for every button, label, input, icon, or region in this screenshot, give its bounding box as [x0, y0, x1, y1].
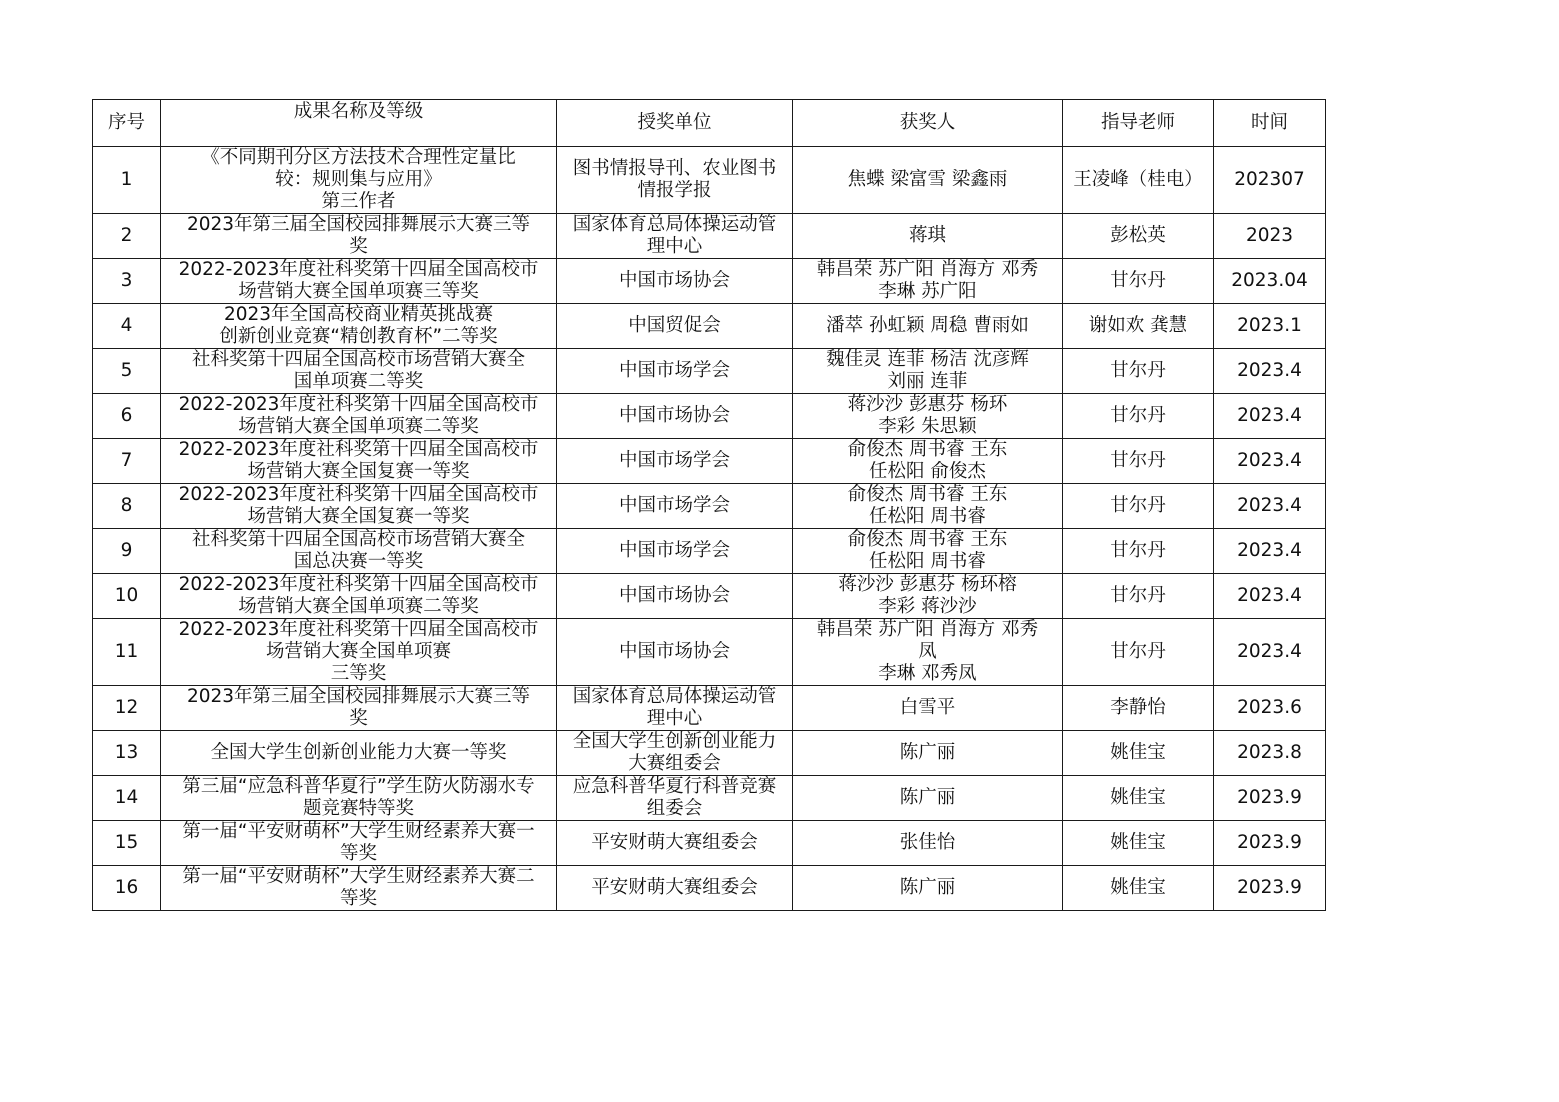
cell-number: 2 [93, 214, 161, 259]
cell-winners: 白雪平 [793, 686, 1063, 731]
cell-time: 2023.9 [1214, 776, 1326, 821]
cell-title: 2022-2023年度社科奖第十四届全国高校市 场营销大赛全国单项赛 三等奖 [161, 619, 557, 686]
table-row [93, 214, 1326, 259]
header-time: 时间 [1214, 100, 1326, 147]
cell-organization: 全国大学生创新创业能力 大赛组委会 [557, 731, 793, 776]
cell-title: 2023年第三届全国校园排舞展示大赛三等 奖 [161, 686, 557, 731]
header-number: 序号 [93, 100, 161, 147]
cell-number: 12 [93, 686, 161, 731]
cell-organization: 平安财萌大赛组委会 [557, 866, 793, 911]
cell-winners: 焦蝶 梁富雪 梁鑫雨 [793, 147, 1063, 214]
cell-time: 2023.4 [1214, 439, 1326, 484]
table-row [93, 619, 1326, 686]
cell-organization: 应急科普华夏行科普竞赛 组委会 [557, 776, 793, 821]
table-row [93, 866, 1326, 911]
cell-organization: 中国贸促会 [557, 304, 793, 349]
table-row [93, 731, 1326, 776]
table-row [93, 304, 1326, 349]
cell-time: 2023.4 [1214, 619, 1326, 686]
cell-title: 2022-2023年度社科奖第十四届全国高校市 场营销大赛全国复赛一等奖 [161, 484, 557, 529]
cell-tutor: 甘尔丹 [1063, 574, 1214, 619]
cell-tutor: 姚佳宝 [1063, 821, 1214, 866]
cell-number: 6 [93, 394, 161, 439]
cell-tutor: 甘尔丹 [1063, 529, 1214, 574]
cell-tutor: 甘尔丹 [1063, 394, 1214, 439]
cell-title: 社科奖第十四届全国高校市场营销大赛全 国总决赛一等奖 [161, 529, 557, 574]
cell-number: 8 [93, 484, 161, 529]
cell-title: 2022-2023年度社科奖第十四届全国高校市 场营销大赛全国复赛一等奖 [161, 439, 557, 484]
table-row [93, 529, 1326, 574]
cell-winners: 俞俊杰 周书睿 王东 任松阳 周书睿 [793, 529, 1063, 574]
cell-time: 2023.4 [1214, 529, 1326, 574]
cell-title: 《不同期刊分区方法技术合理性定量比 较：规则集与应用》 第三作者 [161, 147, 557, 214]
cell-title: 社科奖第十四届全国高校市场营销大赛全 国单项赛二等奖 [161, 349, 557, 394]
cell-organization: 中国市场学会 [557, 439, 793, 484]
header-tutor: 指导老师 [1063, 100, 1214, 147]
table-row [93, 821, 1326, 866]
cell-title: 2022-2023年度社科奖第十四届全国高校市 场营销大赛全国单项赛三等奖 [161, 259, 557, 304]
cell-organization: 国家体育总局体操运动管 理中心 [557, 214, 793, 259]
cell-organization: 中国市场协会 [557, 394, 793, 439]
cell-tutor: 甘尔丹 [1063, 349, 1214, 394]
cell-number: 4 [93, 304, 161, 349]
cell-organization: 中国市场学会 [557, 349, 793, 394]
cell-winners: 韩昌荣 苏广阳 肖海方 邓秀 凤 李琳 邓秀凤 [793, 619, 1063, 686]
cell-organization: 中国市场协会 [557, 574, 793, 619]
cell-title: 全国大学生创新创业能力大赛一等奖 [161, 731, 557, 776]
cell-time: 2023.4 [1214, 574, 1326, 619]
table-row [93, 439, 1326, 484]
cell-winners: 张佳怡 [793, 821, 1063, 866]
table-row [93, 349, 1326, 394]
cell-winners: 蒋沙沙 彭惠芬 杨环榕 李彩 蒋沙沙 [793, 574, 1063, 619]
cell-time: 2023.4 [1214, 349, 1326, 394]
cell-time: 2023.6 [1214, 686, 1326, 731]
cell-time: 2023.04 [1214, 259, 1326, 304]
cell-winners: 蒋琪 [793, 214, 1063, 259]
table-row [93, 574, 1326, 619]
cell-winners: 韩昌荣 苏广阳 肖海方 邓秀 李琳 苏广阳 [793, 259, 1063, 304]
cell-tutor: 甘尔丹 [1063, 484, 1214, 529]
cell-tutor: 甘尔丹 [1063, 439, 1214, 484]
cell-tutor: 谢如欢 龚慧 [1063, 304, 1214, 349]
cell-number: 14 [93, 776, 161, 821]
cell-organization: 中国市场协会 [557, 259, 793, 304]
header-row [93, 100, 1326, 147]
cell-winners: 潘萃 孙虹颖 周稳 曹雨如 [793, 304, 1063, 349]
cell-number: 11 [93, 619, 161, 686]
cell-time: 2023.4 [1214, 484, 1326, 529]
cell-number: 1 [93, 147, 161, 214]
cell-winners: 俞俊杰 周书睿 王东 任松阳 俞俊杰 [793, 439, 1063, 484]
cell-time: 2023.9 [1214, 866, 1326, 911]
cell-tutor: 姚佳宝 [1063, 776, 1214, 821]
cell-time: 2023 [1214, 214, 1326, 259]
table-header [93, 100, 1326, 147]
cell-number: 13 [93, 731, 161, 776]
cell-number: 15 [93, 821, 161, 866]
cell-tutor: 甘尔丹 [1063, 619, 1214, 686]
cell-number: 9 [93, 529, 161, 574]
cell-title: 2022-2023年度社科奖第十四届全国高校市 场营销大赛全国单项赛二等奖 [161, 574, 557, 619]
cell-tutor: 李静怡 [1063, 686, 1214, 731]
cell-winners: 魏佳灵 连菲 杨洁 沈彦辉 刘丽 连菲 [793, 349, 1063, 394]
cell-time: 2023.4 [1214, 394, 1326, 439]
cell-tutor: 王凌峰（桂电） [1063, 147, 1214, 214]
cell-organization: 中国市场学会 [557, 484, 793, 529]
cell-time: 2023.8 [1214, 731, 1326, 776]
cell-winners: 陈广丽 [793, 776, 1063, 821]
cell-winners: 俞俊杰 周书睿 王东 任松阳 周书睿 [793, 484, 1063, 529]
cell-number: 3 [93, 259, 161, 304]
awards-table [92, 99, 1326, 911]
cell-organization: 中国市场学会 [557, 529, 793, 574]
table-body [93, 147, 1326, 911]
table-row [93, 686, 1326, 731]
cell-number: 10 [93, 574, 161, 619]
cell-title: 2022-2023年度社科奖第十四届全国高校市 场营销大赛全国单项赛二等奖 [161, 394, 557, 439]
cell-title: 第一届“平安财萌杯”大学生财经素养大赛一 等奖 [161, 821, 557, 866]
cell-tutor: 姚佳宝 [1063, 731, 1214, 776]
table-row [93, 147, 1326, 214]
cell-winners: 蒋沙沙 彭惠芬 杨环 李彩 朱思颖 [793, 394, 1063, 439]
cell-organization: 国家体育总局体操运动管 理中心 [557, 686, 793, 731]
cell-title: 2023年第三届全国校园排舞展示大赛三等 奖 [161, 214, 557, 259]
header-winners: 获奖人 [793, 100, 1063, 147]
header-organization: 授奖单位 [557, 100, 793, 147]
cell-tutor: 甘尔丹 [1063, 259, 1214, 304]
cell-time: 202307 [1214, 147, 1326, 214]
table-row [93, 394, 1326, 439]
cell-title: 2023年全国高校商业精英挑战赛 创新创业竞赛“精创教育杯”二等奖 [161, 304, 557, 349]
cell-number: 5 [93, 349, 161, 394]
cell-organization: 中国市场协会 [557, 619, 793, 686]
table-row [93, 259, 1326, 304]
header-title: 成果名称及等级 [161, 100, 557, 147]
cell-organization: 平安财萌大赛组委会 [557, 821, 793, 866]
cell-time: 2023.1 [1214, 304, 1326, 349]
cell-number: 16 [93, 866, 161, 911]
cell-tutor: 彭松英 [1063, 214, 1214, 259]
table-row [93, 484, 1326, 529]
cell-title: 第一届“平安财萌杯”大学生财经素养大赛二 等奖 [161, 866, 557, 911]
cell-title: 第三届“应急科普华夏行”学生防火防溺水专 题竞赛特等奖 [161, 776, 557, 821]
cell-winners: 陈广丽 [793, 731, 1063, 776]
cell-number: 7 [93, 439, 161, 484]
cell-organization: 图书情报导刊、农业图书 情报学报 [557, 147, 793, 214]
cell-tutor: 姚佳宝 [1063, 866, 1214, 911]
cell-time: 2023.9 [1214, 821, 1326, 866]
table-row [93, 776, 1326, 821]
cell-winners: 陈广丽 [793, 866, 1063, 911]
